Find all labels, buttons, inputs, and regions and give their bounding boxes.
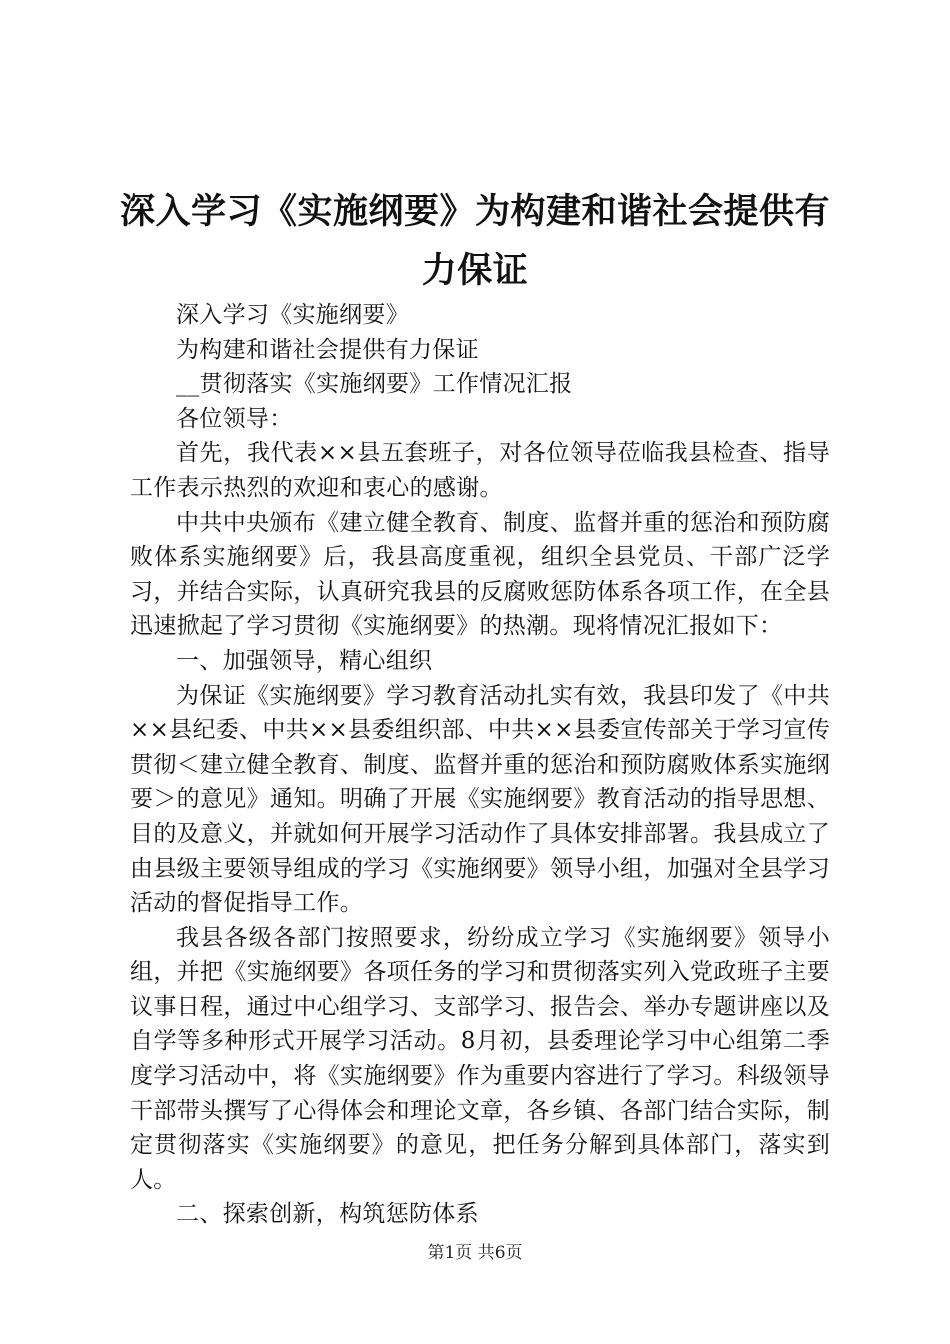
document-body: [130, 298, 830, 1232]
section-heading-1: 一、加强领导，精心组织: [176, 647, 433, 674]
title-line-1: 深入学习《实施纲要》为构建和谐社会提供有: [119, 192, 830, 232]
section-heading-2: 二、探索创新，构筑惩防体系: [176, 1201, 479, 1228]
report-heading: __贯彻落实《实施纲要》工作情况汇报: [176, 371, 573, 398]
paragraph-intro: 中共中央颁布《建立健全教育、制度、监督并重的惩治和预防腐败体系实施纲要》后，我县高度重视，组织全县党员、干部广泛学习，并结合实际，认真研究我县的反腐败惩防体系各项工作，在全县迅速掀起了学习贯彻《实施纲要》的热潮。现将情况汇报如下：: [130, 509, 830, 640]
page-number-footer: 第1页 共6页: [427, 1243, 523, 1263]
paragraph-section1-a: 为保证《实施纲要》学习教育活动扎实有效，我县印发了《中共××县纪委、中共××县委组织部、中共××县委宣传部关于学习宣传贯彻＜建立健全教育、制度、监督并重的惩治和预防腐败体系实施纲要＞的意见》通知。明确了开展《实施纲要》教育活动的指导思想、目的及意义，并就如何开展学习活动作了具体安排部署。我县成立了由县级主要领导组成的学习《实施纲要》领导小组，加强对全县学习活动的督促指导工作。: [130, 682, 830, 917]
subtitle-line-2: 为构建和谐社会提供有力保证: [176, 336, 479, 363]
paragraph-welcome: 首先，我代表××县五套班子，对各位领导莅临我县检查、指导工作表示热烈的欢迎和衷心的感谢。: [130, 440, 830, 501]
document-title: [60, 183, 890, 301]
subtitle-line-1: 深入学习《实施纲要》: [176, 302, 409, 328]
paragraph-section1-b: 我县各级各部门按照要求，纷纷成立学习《实施纲要》领导小组，并把《实施纲要》各项任务的学习和贯彻落实列入党政班子主要议事日程，通过中心组学习、支部学习、报告会、举办专题讲座以及自学等多种形式开展学习活动。8月初，县委理论学习中心组第二季度学习活动中，将《实施纲要》作为重要内容进行了学习。科级领导干部带头撰写了心得体会和理论文章，各乡镇、各部门结合实际，制定贯彻落实《实施纲要》的意见，把任务分解到具体部门，落实到人。: [130, 924, 830, 1193]
salutation: 各位领导：: [176, 405, 293, 432]
title-line-2: 力保证: [421, 251, 529, 291]
